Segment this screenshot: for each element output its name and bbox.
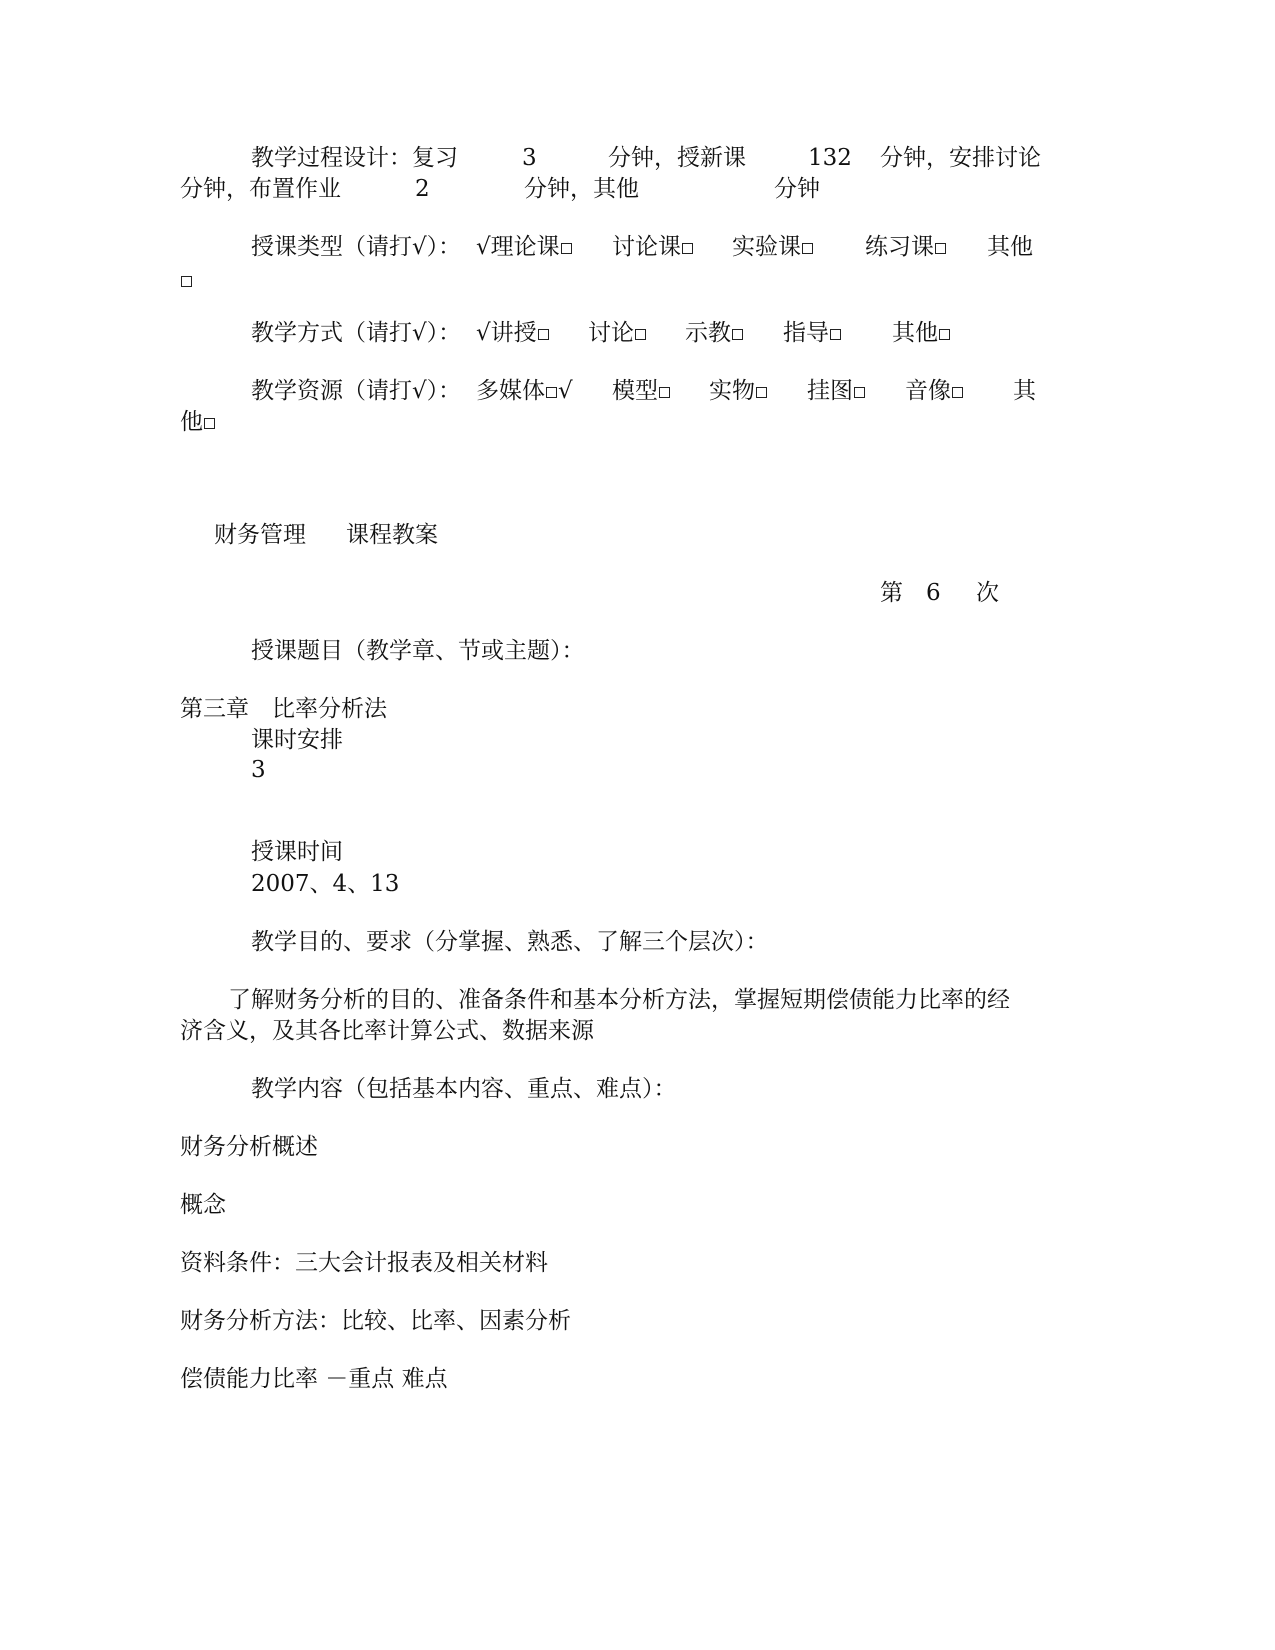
content-item: 概念 <box>180 1192 226 1218</box>
time-value: 2007、4、13 <box>251 871 400 897</box>
checkbox-icon <box>830 329 841 340</box>
teaching-resources-option: 挂图 <box>807 375 866 407</box>
course-type-option: √理论课 <box>476 231 573 263</box>
checkbox-icon <box>952 387 963 398</box>
course-type-option: 练习课 <box>865 231 947 263</box>
course-name: 财务管理 <box>214 522 306 548</box>
document-title: 课程教案 <box>346 522 438 548</box>
teaching-resources-option: 实物 <box>709 375 768 407</box>
hours-label: 课时安排 <box>251 727 343 753</box>
teaching-resources-label: 教学资源（请打√）： <box>251 378 462 404</box>
process-unit-2: 分钟，安排讨论 <box>880 145 1041 171</box>
topic-value: 第三章 比率分析法 <box>180 696 387 722</box>
review-minutes: 3 <box>522 145 537 171</box>
time-label: 授课时间 <box>251 839 343 865</box>
checkbox-icon <box>756 387 767 398</box>
checkbox-icon <box>682 243 693 254</box>
content-item: 偿债能力比率 －重点 难点 <box>180 1366 448 1392</box>
teaching-resources-option: 模型 <box>612 375 671 407</box>
checkbox-icon <box>635 329 646 340</box>
objectives-text-line-2: 济含义，及其各比率计算公式、数据来源 <box>180 1018 594 1044</box>
content-item: 资料条件：三大会计报表及相关材料 <box>180 1250 548 1276</box>
checkbox-icon <box>546 387 557 398</box>
checkbox-icon <box>538 329 549 340</box>
content-item: 财务分析概述 <box>180 1134 318 1160</box>
teaching-resources-option: 多媒体 √ <box>476 378 573 404</box>
course-type-label: 授课类型（请打√）： <box>251 234 462 260</box>
checkbox-icon <box>181 276 192 287</box>
session-number: 6 <box>926 580 941 606</box>
new-lesson-minutes: 132 <box>808 145 852 171</box>
process-unit-5: 分钟 <box>774 176 820 202</box>
objectives-text-line-1: 了解财务分析的目的、准备条件和基本分析方法，掌握短期偿债能力比率的经 <box>228 987 1010 1013</box>
course-type-option: 讨论课 <box>612 231 694 263</box>
checkbox-icon <box>935 243 946 254</box>
teaching-method-option: 其他 <box>892 317 951 349</box>
content-label: 教学内容（包括基本内容、重点、难点）： <box>251 1076 677 1102</box>
checkbox-icon <box>561 243 572 254</box>
teaching-resources-option: 音像 <box>905 375 964 407</box>
process-label: 教学过程设计：复习 <box>251 145 458 171</box>
teaching-method-option: 指导 <box>783 317 842 349</box>
session-prefix: 第 <box>880 580 903 606</box>
checkbox-icon <box>204 418 215 429</box>
checkbox-icon <box>939 329 950 340</box>
checkbox-icon <box>659 387 670 398</box>
teaching-method-option: √讲授 <box>476 317 550 349</box>
session-suffix: 次 <box>976 580 999 606</box>
teaching-method-option: 示教 <box>685 317 744 349</box>
teaching-resources-option: 其 <box>1013 378 1036 404</box>
content-item: 财务分析方法：比较、比率、因素分析 <box>180 1308 571 1334</box>
teaching-method-label: 教学方式（请打√）： <box>251 320 462 346</box>
checkbox-icon <box>732 329 743 340</box>
course-type-option: 其他 <box>987 234 1033 260</box>
checkbox-icon <box>854 387 865 398</box>
course-type-option: 实验课 <box>732 231 814 263</box>
homework-minutes: 2 <box>415 176 430 202</box>
teaching-method-option: 讨论 <box>588 317 647 349</box>
process-unit-3: 分钟，布置作业 <box>180 176 341 202</box>
hours-value: 3 <box>251 757 266 783</box>
process-unit-4: 分钟，其他 <box>524 176 639 202</box>
checkbox-icon <box>802 243 813 254</box>
objectives-label: 教学目的、要求（分掌握、熟悉、了解三个层次）： <box>251 929 769 955</box>
topic-label: 授课题目（教学章、节或主题）： <box>251 638 585 664</box>
process-unit-1: 分钟，授新课 <box>608 145 746 171</box>
